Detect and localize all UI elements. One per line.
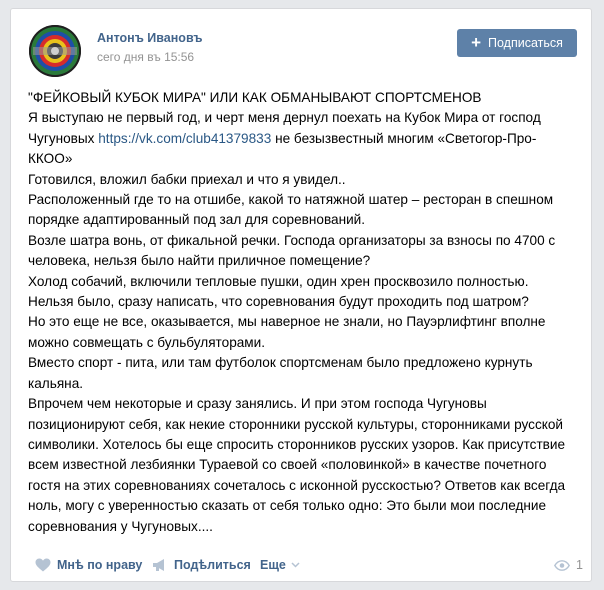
post-paragraph: Возле шатра вонь, от фикальной речки. Господа организаторы за взносы по 4700 с человека, нельзя было найти приличное помещение? [28, 232, 556, 269]
like-label: Мнѣ по нраву [57, 558, 143, 572]
post-title: "ФЕЙКОВЫЙ КУБОК МИРА" ИЛИ КАК ОБМАНЫВАЮТ СПОРТСМЕНОВ [28, 90, 482, 105]
avatar-image [29, 25, 81, 77]
post-paragraph-text: не безызвестный многим «Светогор-Про-ККОО» [28, 130, 537, 167]
views-count: 1 [576, 558, 583, 572]
avatar[interactable] [29, 25, 81, 77]
share-label: Подѣлиться [174, 558, 251, 572]
club-link[interactable]: https://vk.com/club41379833 [98, 130, 272, 146]
plus-icon: + [471, 32, 482, 52]
post-paragraph: Холод собачий, включили тепловые пушки, один хрен просквозило полностью. [28, 273, 529, 289]
post-card [10, 8, 592, 582]
subscribe-label: Подписаться [488, 36, 563, 50]
post-paragraph [28, 108, 578, 169]
more-label: Еще [260, 558, 286, 572]
heart-icon [35, 558, 51, 572]
post-paragraph: Но это еще не все, оказывается, мы наверное не знали, но Пауэрлифтинг вполне можно совмещать с бульбуляторами. [28, 314, 546, 350]
eye-icon [554, 560, 570, 571]
post-paragraph: Готовился, вложил бабки приехал и что я увидел.. [28, 171, 346, 187]
post-paragraph: Вместо спорт - пита, или там футболок спортсменам было предложено курнуть кальяна. [28, 355, 533, 391]
author-name[interactable]: Антонъ Ивановъ [97, 31, 203, 45]
post-text [28, 88, 578, 537]
share-button[interactable] [152, 558, 251, 572]
like-button[interactable] [35, 558, 142, 572]
post-paragraph-text: Я выступаю не первый год, и черт меня дернул поехать на Кубок Мира от господ Чугуновых [28, 110, 541, 146]
post-actions [28, 558, 583, 578]
chevron-down-icon [291, 562, 300, 568]
post-paragraph: Расположенный где то на отшибе, какой то натяжной шатер – ресторан в спешном порядке адаптированный под зал для соревнований. [28, 192, 554, 228]
megaphone-icon [152, 558, 168, 572]
subscribe-button[interactable] [457, 29, 577, 57]
views-counter [554, 558, 583, 572]
post-paragraph: Нельзя было, сразу написать, что соревнования будут проходить под шатром? [28, 294, 529, 310]
post-date[interactable]: сего дня въ 15:56 [97, 50, 195, 64]
post-paragraph: Впрочем чем некоторые и сразу занялись. И при этом господа Чугуновы позиционируют себя, как некие сторонники русской культуры, сторонниками русской символики. Хотелось бы еще спросить сторонников русских узоров. Как присутствие всем известной лезбиянки Тураевой со своей «половинкой» в качестве почетного гостя на этих соревнованиях сочеталось с исконной русскостью? Ответов как всегда ноль, могу с уверенностью сказать от себя только одно: Это были мои последние соревнования у Чугуновых.... [28, 396, 566, 534]
more-button[interactable] [260, 558, 306, 572]
